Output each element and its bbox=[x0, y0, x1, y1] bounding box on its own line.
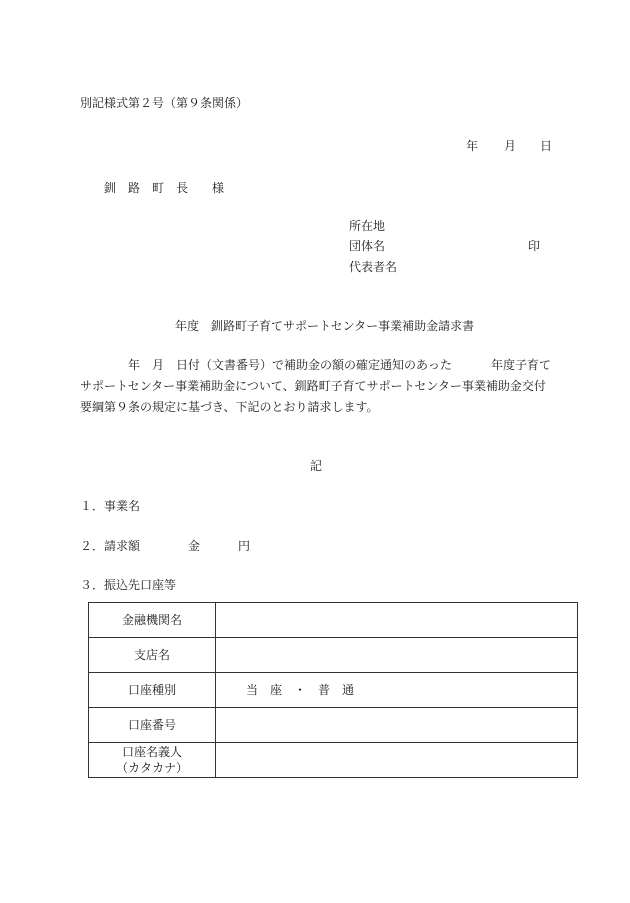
ki-marker: 記 bbox=[310, 459, 323, 473]
branch-name-value bbox=[216, 638, 578, 673]
addressee-char: 長 bbox=[176, 181, 189, 195]
seal-mark: 印 bbox=[528, 239, 541, 253]
addressee-char: 路 bbox=[128, 181, 141, 195]
bank-name-label: 金融機関名 bbox=[89, 603, 216, 638]
account-type-value: 当 座 ・ 普 通 bbox=[216, 673, 578, 708]
amount-yen: 円 bbox=[238, 539, 251, 553]
account-holder-label-line1: 口座名義人 bbox=[121, 745, 182, 759]
date-month-label: 月 bbox=[504, 139, 517, 153]
body-fiscal-year: 年度子育て bbox=[491, 358, 552, 372]
document-title: 年度 釧路町子育てサポートセンター事業補助金請求書 bbox=[175, 319, 475, 333]
addressee-char: 釧 bbox=[104, 181, 117, 195]
account-holder-label bbox=[89, 743, 216, 778]
amount-kin: 金 bbox=[188, 539, 201, 553]
item-project-name: １．事業名 bbox=[80, 499, 141, 513]
organization-label: 団体名 bbox=[349, 239, 386, 253]
body-month: 月 bbox=[152, 358, 165, 372]
table-row bbox=[89, 708, 578, 743]
body-day-text: 日付（文書番号）で補助金の額の確定通知のあった bbox=[176, 358, 452, 372]
representative-label: 代表者名 bbox=[349, 260, 398, 274]
account-number-value bbox=[216, 708, 578, 743]
body-line-2: サポートセンター事業補助金について、釧路町子育てサポートセンター事業補助金交付 bbox=[80, 379, 546, 393]
item-bank-account: ３．振込先口座等 bbox=[80, 578, 177, 592]
body-line-3: 要綱第９条の規定に基づき、下記のとおり請求します。 bbox=[80, 400, 379, 414]
form-number: 別記様式第２号（第９条関係） bbox=[80, 96, 249, 110]
account-type-label: 口座種別 bbox=[89, 673, 216, 708]
table-row bbox=[89, 673, 578, 708]
address-label: 所在地 bbox=[349, 219, 386, 233]
account-holder-value bbox=[216, 743, 578, 778]
date-year-label: 年 bbox=[466, 139, 479, 153]
body-year: 年 bbox=[128, 358, 141, 372]
addressee-honorific: 様 bbox=[212, 181, 225, 195]
addressee-char: 町 bbox=[152, 181, 165, 195]
table-row bbox=[89, 603, 578, 638]
table-row bbox=[89, 638, 578, 673]
date-day-label: 日 bbox=[540, 139, 553, 153]
account-holder-label-line2: （カタカナ） bbox=[115, 761, 188, 775]
branch-name-label: 支店名 bbox=[89, 638, 216, 673]
item-claim-amount: ２．請求額 bbox=[80, 539, 141, 553]
bank-name-value bbox=[216, 603, 578, 638]
account-number-label: 口座番号 bbox=[89, 708, 216, 743]
bank-account-table bbox=[88, 602, 578, 778]
table-row bbox=[89, 743, 578, 778]
